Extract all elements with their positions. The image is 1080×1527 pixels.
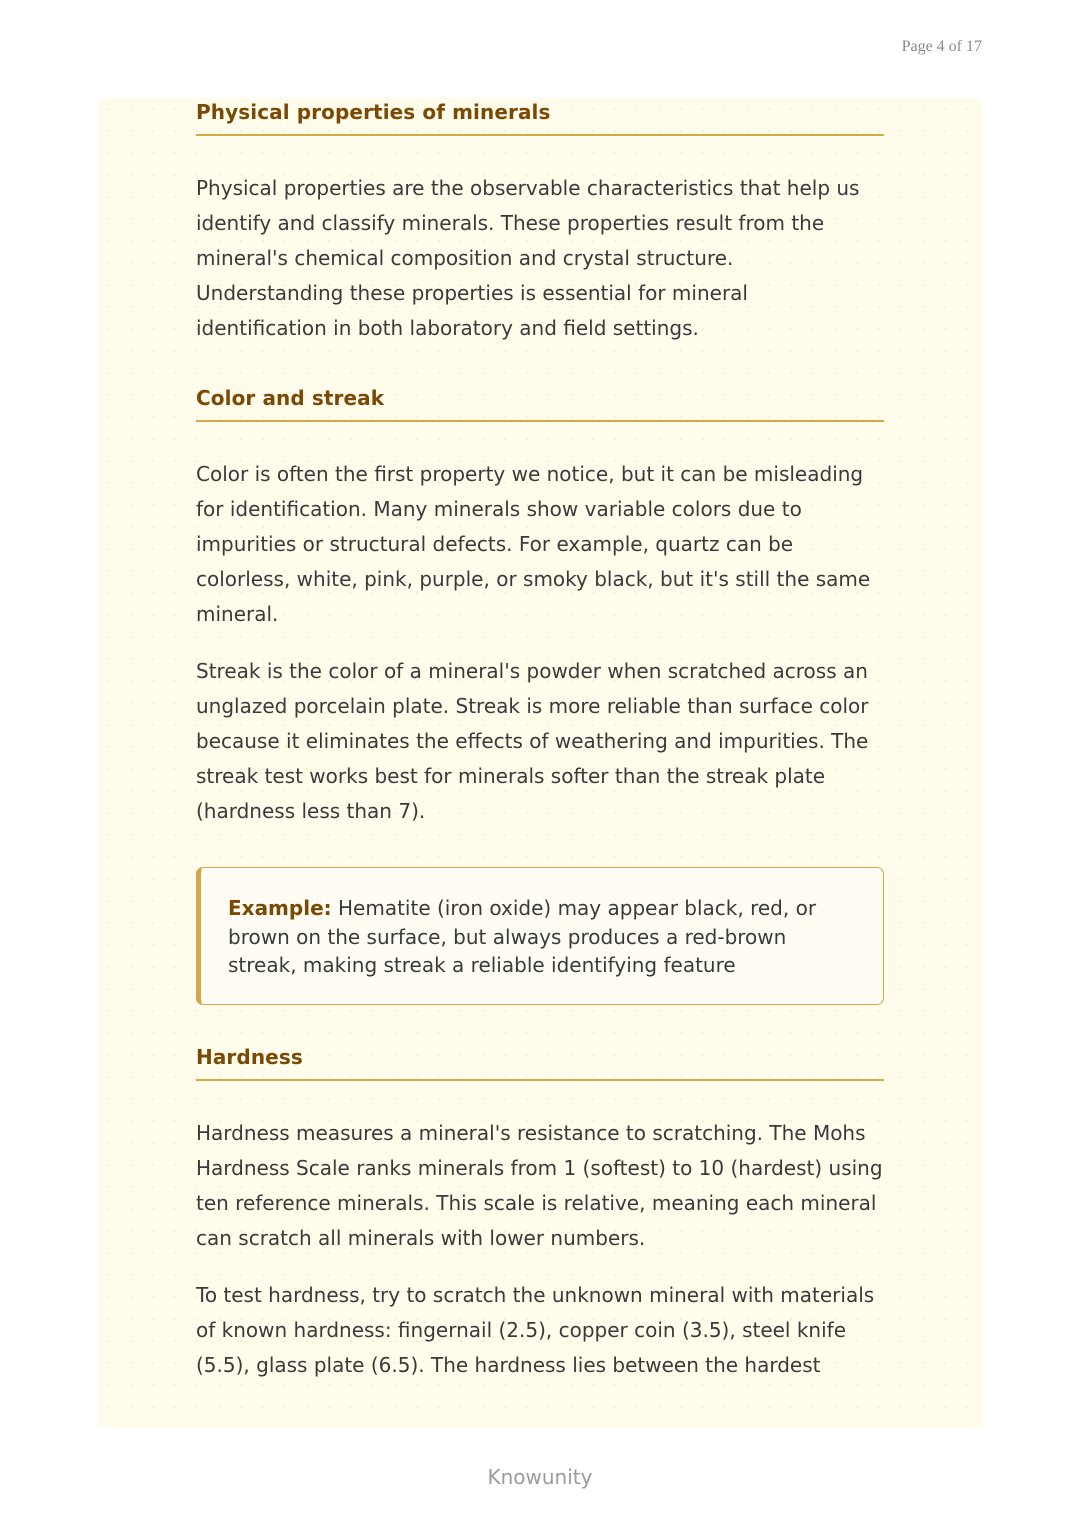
document-page	[98, 98, 982, 1427]
example-text: Hematite (iron oxide) may appear black, red, or brown on the surface, but always produces a red-brown streak, making streak a reliable identifying feature	[228, 896, 817, 977]
section-heading-color-and-streak: Color and streak	[196, 384, 884, 422]
page-number: Page 4 of 17	[901, 38, 982, 55]
example-callout	[196, 867, 884, 1005]
paragraph-physical-properties: Physical properties are the observable characteristics that help us identify and classify minerals. These properties result from the mineral's chemical composition and crystal structure. Understanding these properties is essential for mineral identification in both laboratory and field settings.	[196, 176, 860, 340]
footer-watermark: Knowunity	[487, 1465, 593, 1489]
paragraph-hardness-definition: Hardness measures a mineral's resistance to scratching. The Mohs Hardness Scale ranks minerals from 1 (softest) to 10 (hardest) using ten reference minerals. This scale is relative, meaning each mineral can scratch all minerals with lower numbers.	[196, 1120, 883, 1250]
section-heading-physical-properties: Physical properties of minerals	[196, 98, 884, 136]
section-heading-hardness: Hardness	[196, 1043, 884, 1081]
example-label: Example:	[228, 896, 332, 920]
paragraph-streak: Streak is the color of a mineral's powder when scratched across an unglazed porcelain plate. Streak is more reliable than surface color because it eliminates the effects of weathering and impurities. The streak test works best for minerals softer than the streak plate (hardness less than 7).	[196, 659, 869, 823]
document-content	[196, 98, 884, 1383]
paragraph-color: Color is often the first property we notice, but it can be misleading for identification. Many minerals show variable colors due to impurities or structural defects. For example, quartz can be colorless, white, pink, purple, or smoky black, but it's still the same mineral.	[196, 462, 871, 626]
paragraph-hardness-test: To test hardness, try to scratch the unknown mineral with materials of known hardness: fingernail (2.5), copper coin (3.5), steel knife (5.5), glass plate (6.5). The hardness lies between the hardest	[196, 1282, 875, 1377]
